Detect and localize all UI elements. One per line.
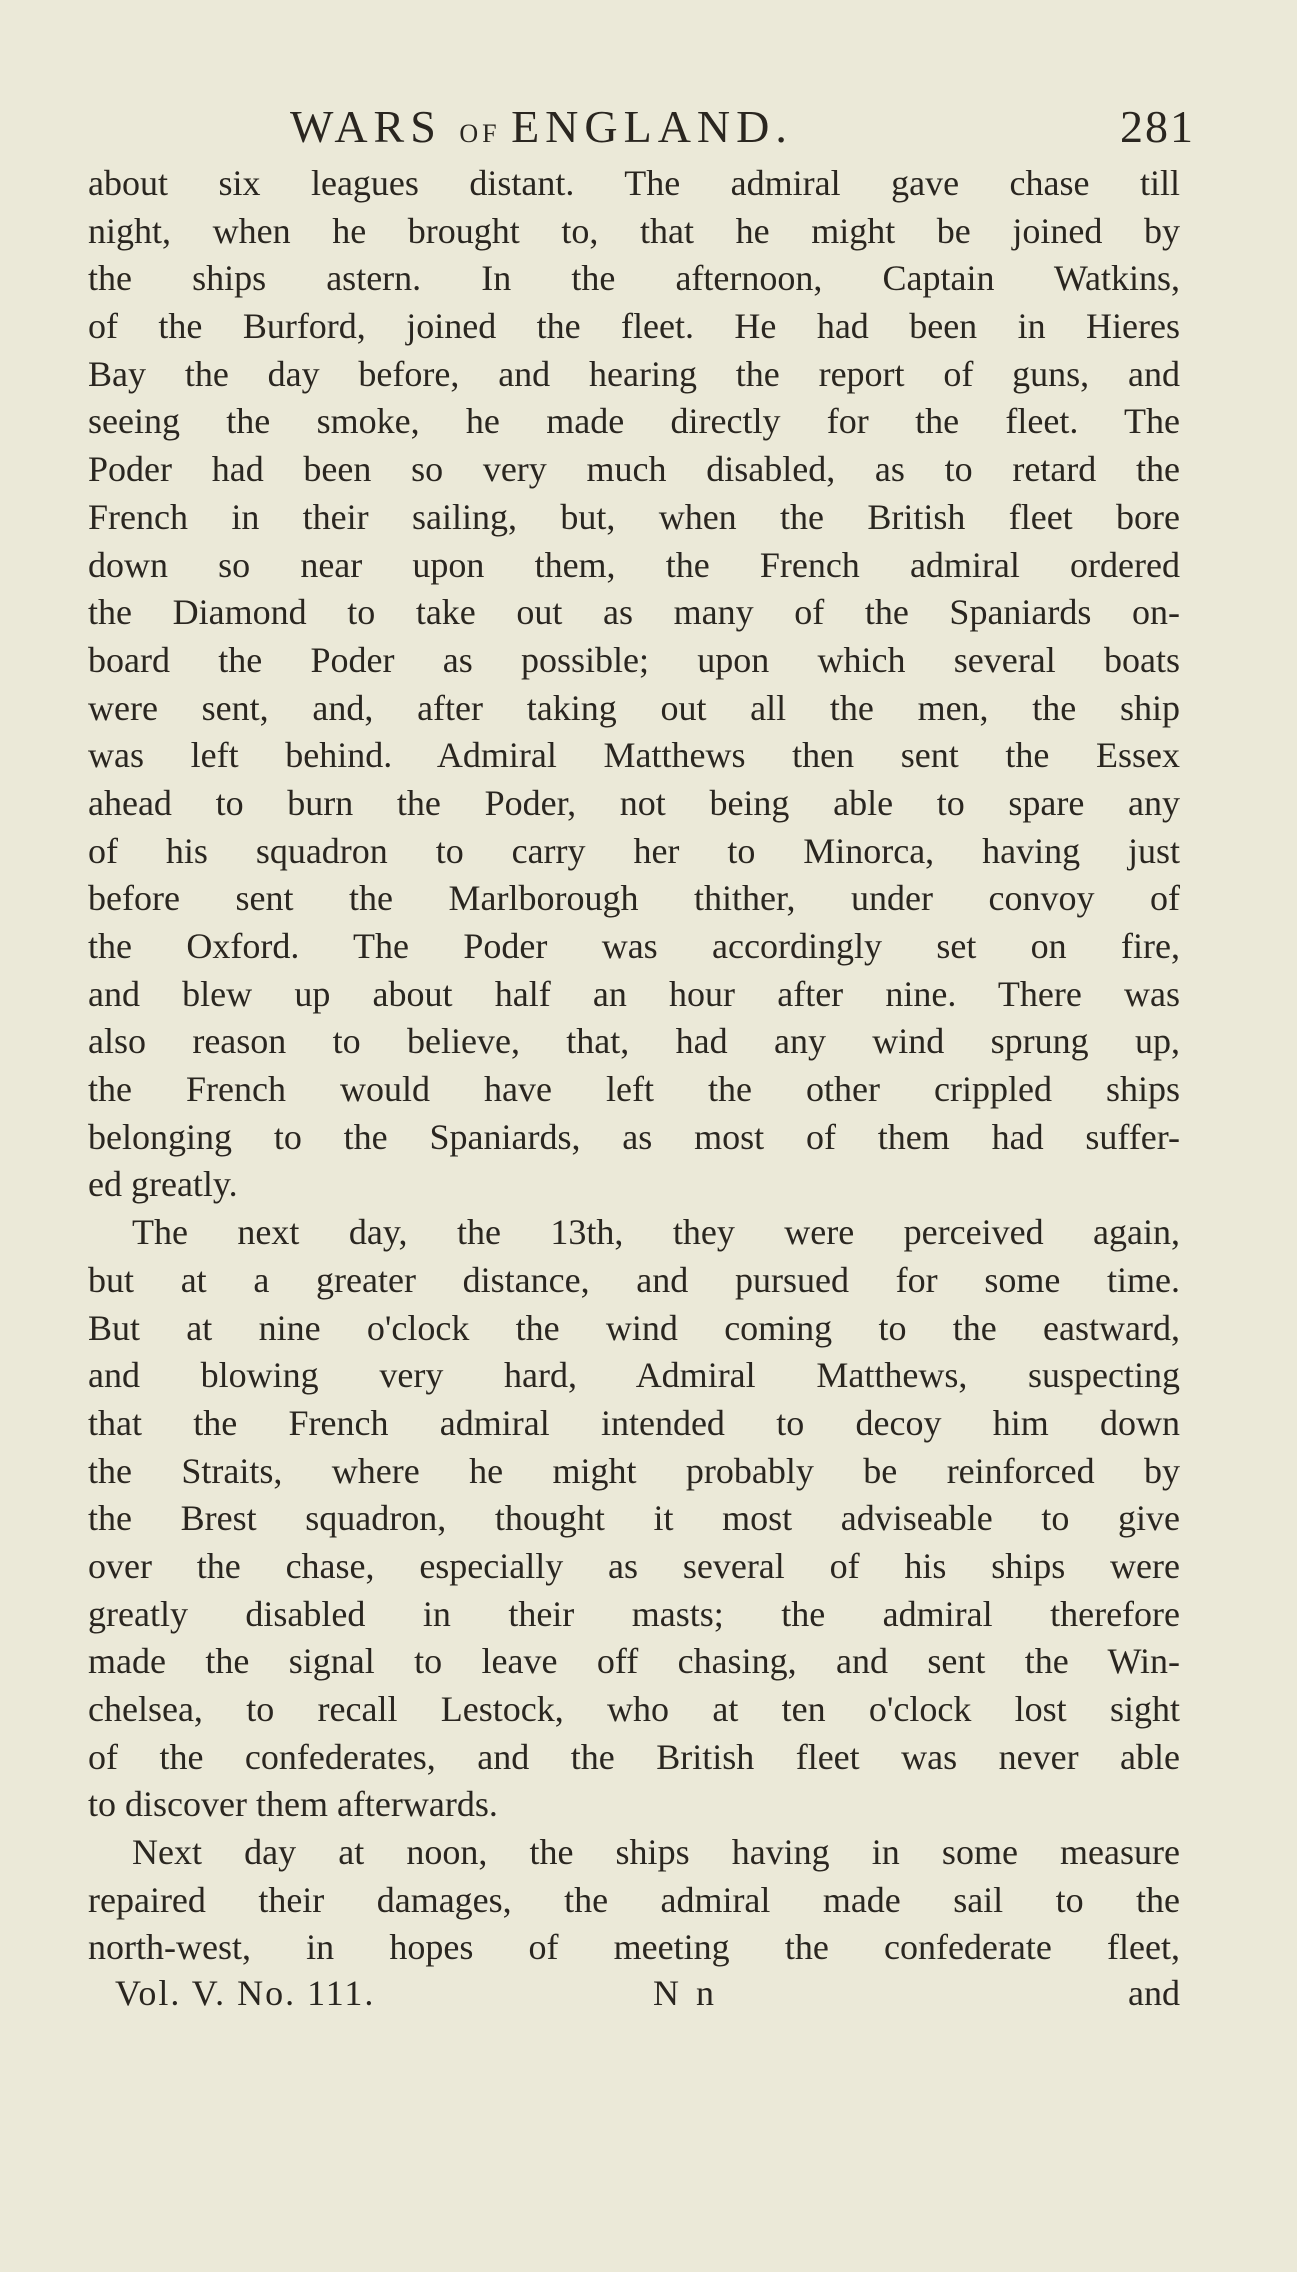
signature-mark: N n <box>653 1973 718 2013</box>
text-line: the Straits, where he might probably be reinforced by <box>88 1450 1180 1491</box>
text-line: before sent the Marlborough thither, under convoy of <box>88 878 1180 919</box>
text-line: over the chase, especially as several of his ships were <box>88 1545 1180 1586</box>
text-line: belonging to the Spaniards, as most of them had suffer- <box>88 1116 1180 1157</box>
text-line: greatly disabled in their masts; the admiral therefore <box>88 1593 1180 1634</box>
text-line: seeing the smoke, he made directly for the fleet. The <box>88 401 1180 442</box>
text-line: the French would have left the other crippled ships <box>88 1069 1180 1110</box>
text-line: made the signal to leave off chasing, and sent the Win- <box>88 1641 1180 1682</box>
text-line: were sent, and, after taking out all the men, the ship <box>88 687 1180 728</box>
running-header <box>290 100 1195 160</box>
text-line: Bay the day before, and hearing the report of guns, and <box>88 353 1180 394</box>
text-line: and blew up about half an hour after nine. There was <box>88 973 1180 1014</box>
text-line: also reason to believe, that, had any wind sprung up, <box>88 1021 1180 1062</box>
text-line-paragraph-start: Next day at noon, the ships having in some measure <box>132 1832 1180 1873</box>
text-line: but at a greater distance, and pursued for some time. <box>88 1259 1180 1300</box>
running-title-wars: WARS <box>290 101 460 152</box>
text-line: of the confederates, and the British fleet was never able <box>88 1736 1180 1777</box>
text-line: the ships astern. In the afternoon, Captain Watkins, <box>88 258 1180 299</box>
text-line: of his squadron to carry her to Minorca, having just <box>88 830 1180 871</box>
text-line: night, when he brought to, that he might be joined by <box>88 210 1180 251</box>
text-line-paragraph-end: ed greatly. <box>88 1164 238 1205</box>
running-title <box>290 100 793 153</box>
text-line: board the Poder as possible; upon which several boats <box>88 639 1180 680</box>
text-line-paragraph-start: The next day, the 13th, they were perceived again, <box>132 1212 1180 1253</box>
text-line: that the French admiral intended to decoy him down <box>88 1402 1180 1443</box>
running-title-england: ENGLAND. <box>511 101 793 152</box>
text-line: But at nine o'clock the wind coming to the eastward, <box>88 1307 1180 1348</box>
page-number: 281 <box>1120 101 1195 152</box>
page-footer <box>115 1972 1180 2022</box>
text-line: and blowing very hard, Admiral Matthews, suspecting <box>88 1355 1180 1396</box>
running-title-of: OF <box>459 119 512 148</box>
text-line: Poder had been so very much disabled, as to retard the <box>88 449 1180 490</box>
body-text <box>88 160 1180 1972</box>
text-line: down so near upon them, the French admiral ordered <box>88 544 1180 585</box>
text-line: about six leagues distant. The admiral gave chase till <box>88 163 1180 203</box>
text-line: ahead to burn the Poder, not being able to spare any <box>88 782 1180 823</box>
catchword: and <box>1128 1973 1180 2013</box>
text-line-paragraph-end: to discover them afterwards. <box>88 1784 498 1825</box>
text-line: was left behind. Admiral Matthews then sent the Essex <box>88 735 1180 776</box>
text-line: the Diamond to take out as many of the Spaniards on- <box>88 592 1180 633</box>
volume-number: Vol. V. No. 111. <box>115 1973 376 2013</box>
text-line: the Brest squadron, thought it most adviseable to give <box>88 1498 1180 1539</box>
text-line: north-west, in hopes of meeting the confederate fleet, <box>88 1927 1180 1968</box>
text-line: the Oxford. The Poder was accordingly set on fire, <box>88 926 1180 966</box>
text-line: French in their sailing, but, when the British fleet bore <box>88 496 1180 537</box>
text-line: chelsea, to recall Lestock, who at ten o'clock lost sight <box>88 1689 1180 1729</box>
text-line: of the Burford, joined the fleet. He had been in Hieres <box>88 306 1180 347</box>
text-line: repaired their damages, the admiral made sail to the <box>88 1879 1180 1920</box>
